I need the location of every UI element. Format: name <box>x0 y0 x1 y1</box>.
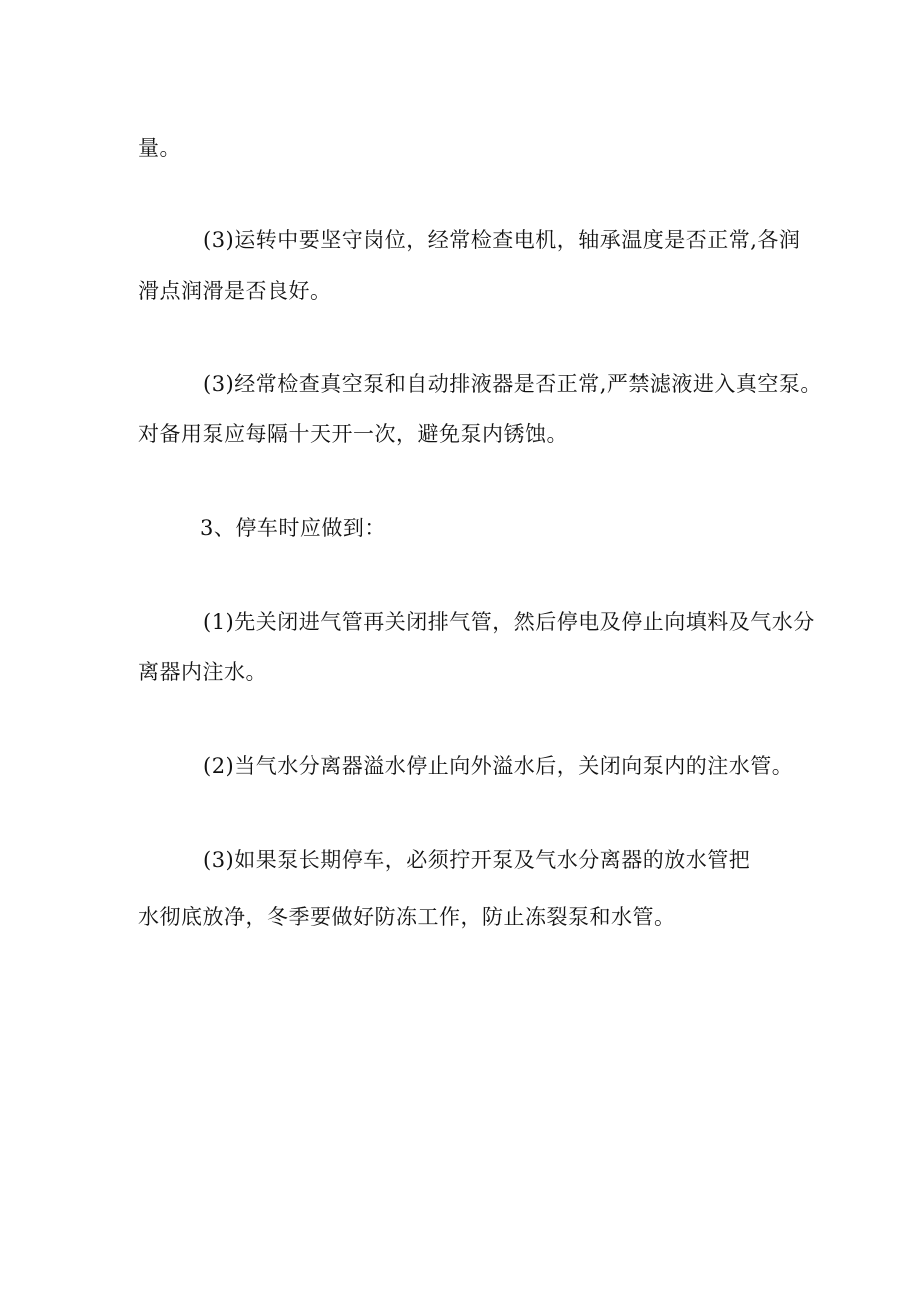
text-line-2: (3)运转中要坚守岗位，经常检查电机，轴承温度是否正常,各润 <box>203 228 801 252</box>
text-line-9: (2)当气水分离器溢水停止向外溢水后，关闭向泵内的注水管。 <box>203 754 794 778</box>
text-line-11: 水彻底放净，冬季要做好防冻工作，防止冻裂泵和水管。 <box>138 905 676 929</box>
text-line-1: 量。 <box>138 136 181 160</box>
text-line-8: 离器内注水。 <box>138 660 267 684</box>
text-line-10: (3)如果泵长期停车，必须拧开泵及气水分离器的放水管把 <box>203 848 751 872</box>
section-heading: 3、停车时应做到： <box>200 516 386 540</box>
text-line-4: (3)经常检查真空泵和自动排液器是否正常,严禁滤液进入真空泵。 <box>203 372 822 396</box>
text-line-5: 对备用泵应每隔十天开一次，避免泵内锈蚀。 <box>138 422 568 446</box>
text-line-3: 滑点润滑是否良好。 <box>138 279 332 303</box>
text-line-7: (1)先关闭进气管再关闭排气管，然后停电及停止向填料及气水分 <box>203 610 815 634</box>
